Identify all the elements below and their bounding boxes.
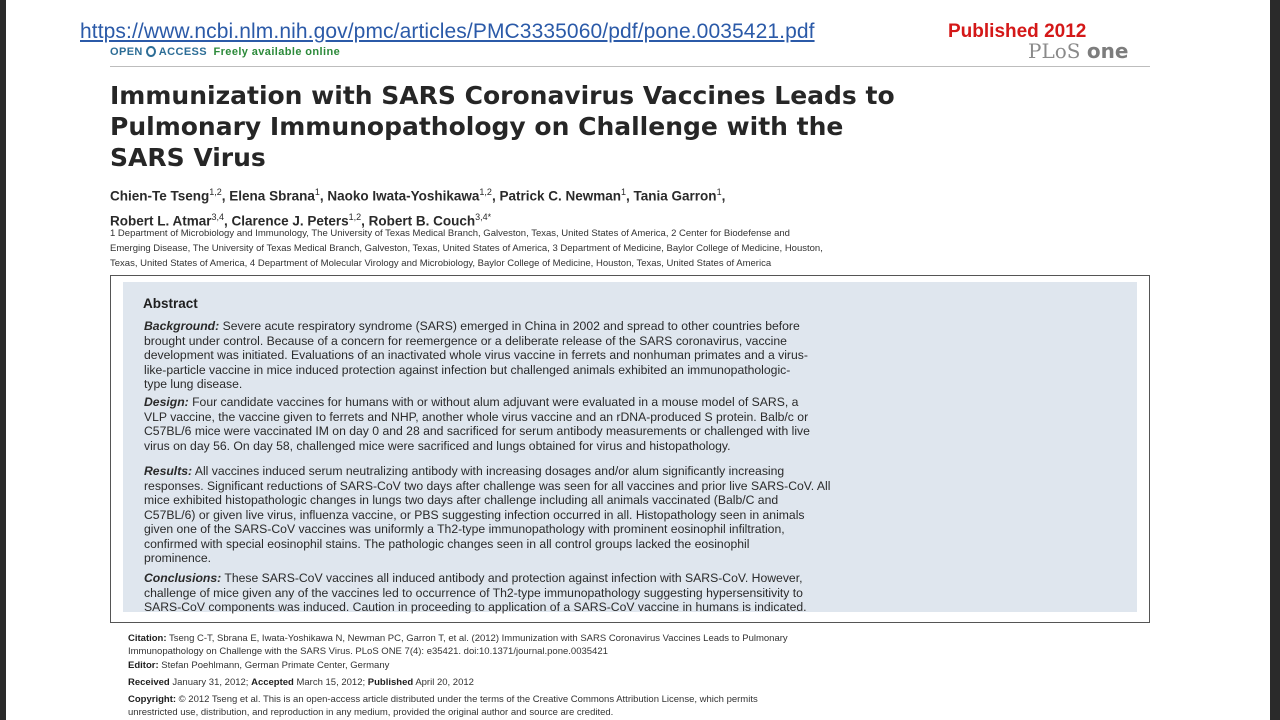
abstract-line: prominence. [144,551,212,565]
author-name: Patrick C. Newman [499,188,621,204]
author-name: Robert L. Atmar [110,213,212,228]
line-text: Severe acute respiratory syndrome (SARS) emerged in China in 2002 and spread to other countries before [222,319,800,333]
title-line: SARS Virus [110,143,266,172]
author-affiliation-marker: 3,4* [475,211,492,222]
copyright-line [128,693,1128,706]
author-affiliation-marker: 1 [716,187,722,197]
abstract-line: C57BL/6) or given live virus, influenza vaccine, or PBS suggesting infection occurred in all. Histopathology seen in animals [144,507,805,522]
copyright-text: © 2012 Tseng et al. This is an open-access article distributed under the terms of the Creative Commons Attribution License, which permits [178,694,758,705]
open-access-right: ACCESS [158,46,208,58]
abstract-conclusions [144,571,1119,615]
line-text: All vaccines induced serum neutralizing antibody with increasing dosages and/or alum significantly increasing [194,464,785,478]
section-label: Conclusions: [144,571,222,585]
abstract-heading: Abstract [143,296,198,311]
received-label: Received [128,677,170,688]
author-name: Tania Garron [633,188,717,204]
author-name: Robert B. Couch [368,213,476,228]
published-label: Published [367,677,414,688]
editor-block [128,659,1128,672]
section-label: Results: [144,464,193,478]
abstract-line [144,319,1119,334]
abstract-background [144,319,1119,392]
accepted-date: March 15, 2012; [296,677,366,688]
affiliation-list [110,226,1155,271]
abstract-line: type lung disease. [144,377,243,391]
abstract-line [144,395,1119,410]
abstract-line: challenge of mice given any of the vaccines led to occurrence of Th2-type immunopathology suggesting hypersensitivity to [144,585,803,600]
abstract-line: SARS-CoV components was induced. Caution in proceeding to application of a SARS-CoV vaccine in humans is indicated. [144,600,807,614]
citation-line [128,632,1128,645]
accepted-label: Accepted [251,677,294,688]
line-text: These SARS-CoV vaccines all induced antibody and protection against infection with SARS-CoV. However, [224,571,803,585]
abstract-line: brought under control. Because of a concern for reemergence or a deliberate release of the SARS coronavirus, vaccine [144,333,787,348]
abstract-line: VLP vaccine, the vaccine given to ferrets and NHP, another whole virus vaccine and an rDNA-produced S protein. Balb/c or [144,409,809,424]
section-label: Design: [144,395,189,409]
author-line-1: Chien-Te Tseng$^{1,2}$, Elena Sbrana$^1$, Naoko Iwata-Yoshikawa$^{1,2}$, Patrick C. Newman$^1$, Tania Garron$^1$, [110,187,726,204]
abstract-line [144,464,1119,479]
abstract-box [110,275,1150,623]
abstract-results [144,464,1119,566]
freely-available-label: Freely available online [213,46,341,58]
author-affiliation-marker: 1,2 [209,187,222,197]
open-access-lock-icon [146,46,156,57]
citation-text: Tseng C-T, Sbrana E, Iwata-Yoshikawa N, Newman PC, Garron T, et al. (2012) Immunization with SARS Coronavirus Vaccines Leads to Pulmonary [169,633,788,644]
author-name: Clarence J. Peters [231,213,349,228]
abstract-line: C57BL/6 mice were vaccinated IM on day 0 and 28 and sacrificed for serum antibody measurements or challenged with live [144,424,810,438]
abstract-line: like-particle vaccine in mice induced protection against infection but challenged animals exhibited an immunopathologic- [144,362,791,377]
published-year-label: Published 2012 [948,21,1087,42]
copyright-label: Copyright: [128,694,177,705]
abstract-line: confirmed with special eosinophil stains. The pathologic changes seen in all control groups lacked the eosinophil [144,536,750,551]
dates-line [128,676,1128,689]
received-date: January 31, 2012; [172,677,249,688]
title-line: Immunization with SARS Coronavirus Vaccines Leads to [110,81,895,110]
author-affiliation-marker: 1 [314,187,320,197]
title-line: Pulmonary Immunopathology on Challenge with the [110,112,844,141]
editor-text: Stefan Poehlmann, German Primate Center, Germany [161,660,390,671]
abstract-line: responses. Significant reductions of SARS-CoV two days after challenge was seen for all vaccines and prior live SARS-CoV. All [144,478,831,493]
abstract-line: virus on day 56. On day 58, challenged mice were sacrificed and lungs obtained for virus and histopathology. [144,438,731,453]
line-text: Four candidate vaccines for humans with or without alum adjuvant were evaluated in a mouse model of SARS, a [192,395,799,409]
screen-border-left [0,0,6,720]
citation-block [128,632,1128,658]
logo-suffix: one [1086,39,1129,63]
author-name: Chien-Te Tseng [110,188,210,204]
abstract-line: development was initiated. Evaluations of an inactivated whole virus vaccine in ferrets and nonhuman primates and a virus- [144,348,808,362]
paper-title [110,80,1160,173]
affiliation-line: 1 Department of Microbiology and Immunology, The University of Texas Medical Branch, Galveston, Texas, United States of America, 2 Center for Biodefense and [110,228,790,239]
affiliation-line: Texas, United States of America, 4 Department of Molecular Virology and Microbiology, Baylor College of Medicine, Houston, Texas, United States of America [110,258,772,269]
copyright-line: unrestricted use, distribution, and reproduction in any medium, provided the original author and source are credited. [128,707,614,718]
affiliation-line: Emerging Disease, The University of Texas Medical Branch, Galveston, Texas, United States of America, 3 Department of Medicine, Baylor College of Medicine, Houston, [110,243,823,254]
dates-block [128,676,1128,689]
author-list [110,182,1160,231]
screen-border-right [1270,0,1280,720]
author-affiliation-marker: 3,4 [211,211,225,222]
citation-line: Immunopathology on Challenge with the SARS Virus. PLoS ONE 7(4): e35421. doi:10.1371/journal.pone.0035421 [128,646,608,657]
published-date: April 20, 2012 [415,677,474,688]
open-access-left: OPEN [110,46,143,58]
editor-label: Editor: [128,660,159,671]
abstract-line: mice exhibited histopathologic changes in lungs two days after challenge including all animals vaccinated (Balb/C and [144,493,779,507]
header-divider [110,66,1150,67]
abstract-line: given one of the SARS-CoV vaccines was uniformly a Th2-type immunopathology with prominent eosinophil infiltration, [144,522,785,536]
plos-one-logo [1028,39,1128,63]
abstract-panel [123,282,1137,612]
logo-prefix: PLoS [1028,39,1081,63]
abstract-design [144,395,1119,453]
author-affiliation-marker: 1 [621,187,627,197]
author-affiliation-marker: 1,2 [348,211,362,222]
author-affiliation-marker: 1,2 [479,187,492,197]
author-name: Naoko Iwata-Yoshikawa [327,188,480,204]
citation-label: Citation: [128,633,167,644]
author-line-2: Robert L. Atmar$^{3,4}$, Clarence J. Peters$^{1,2}$, Robert B. Couch$^{3,4*}$ [110,211,492,228]
abstract-line [144,571,1119,586]
editor-line [128,659,1128,672]
copyright-block [128,693,1128,719]
open-access-badge [110,46,340,58]
section-label: Background: [144,319,220,333]
author-name: Elena Sbrana [229,188,315,204]
source-url-link[interactable]: https://www.ncbi.nlm.nih.gov/pmc/articles/PMC3335060/pdf/pone.0035421.pdf [80,20,815,43]
